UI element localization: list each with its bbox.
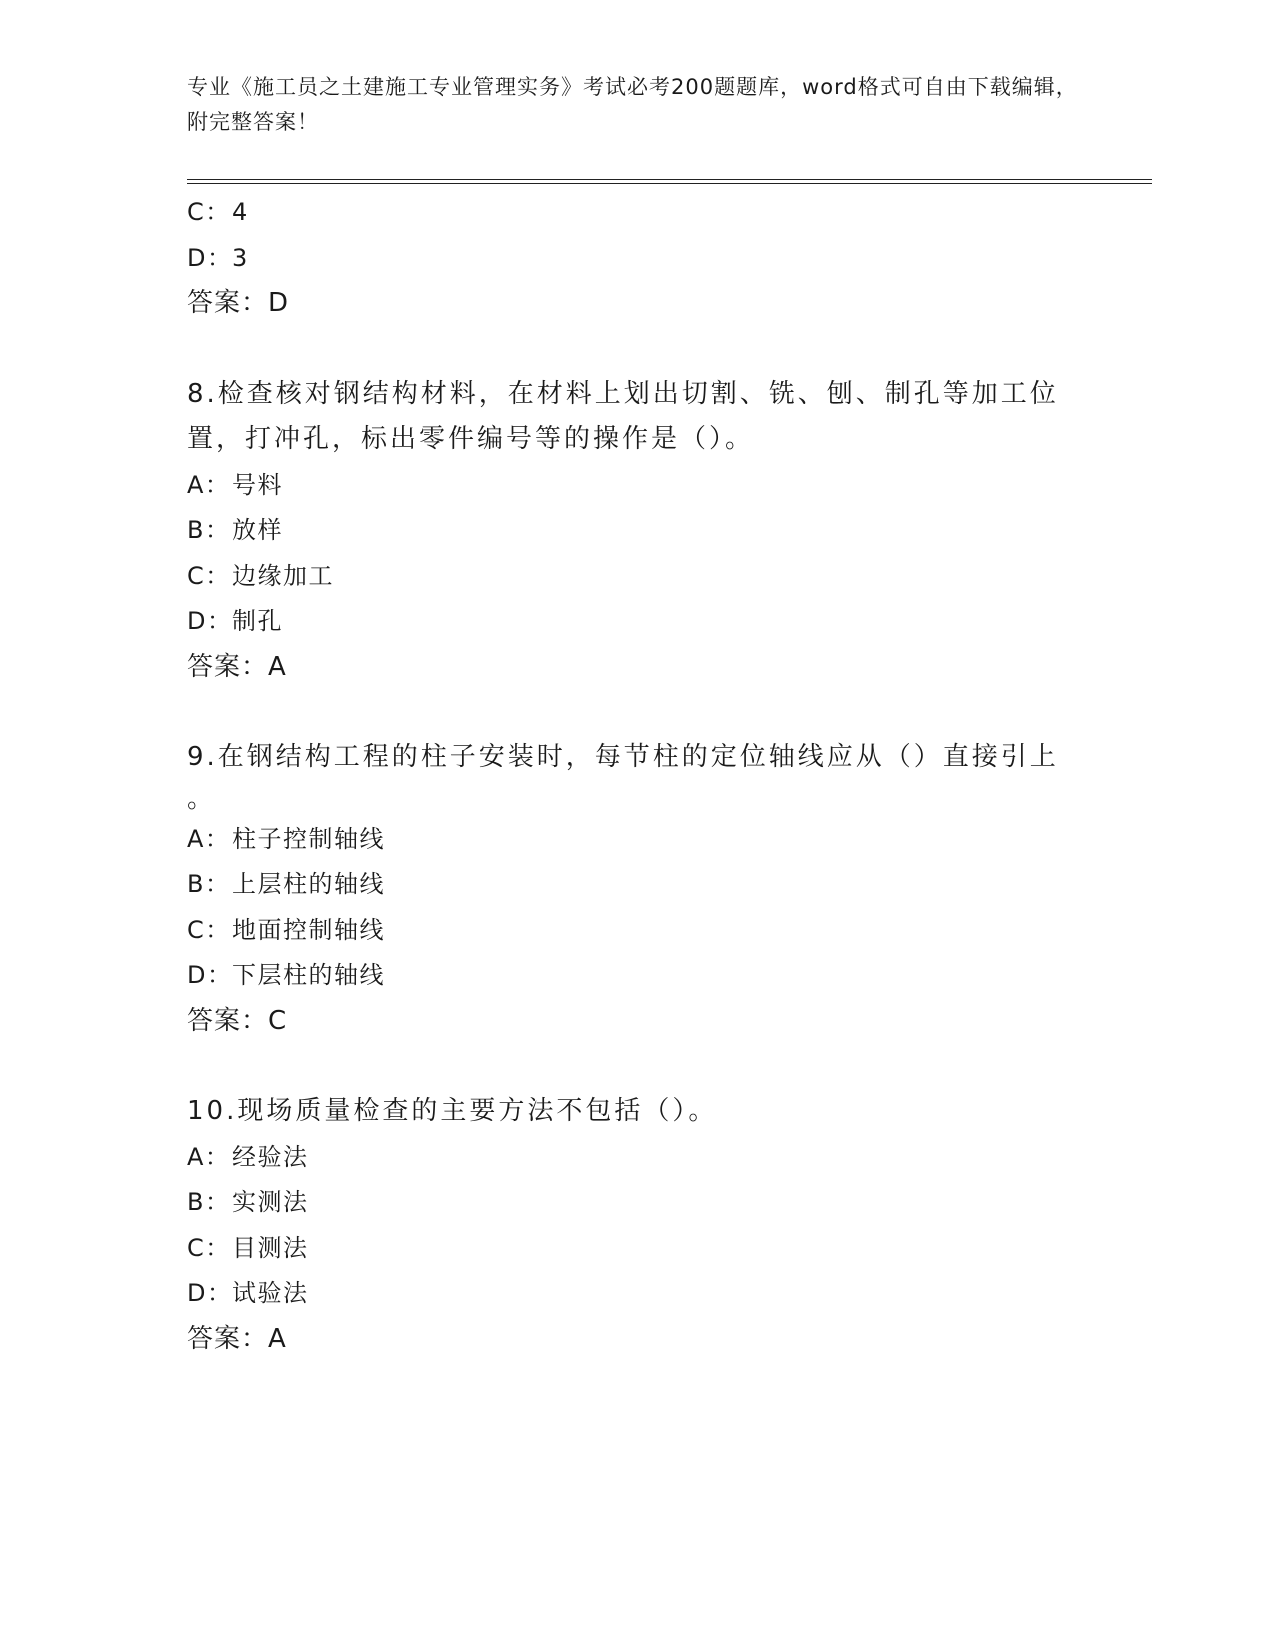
option-d: D：试验法 bbox=[187, 1279, 309, 1307]
option-c: C：4 bbox=[187, 198, 249, 226]
option-b: B：实测法 bbox=[187, 1188, 309, 1216]
option-c: C：边缘加工 bbox=[187, 561, 334, 590]
option-b: B：上层柱的轴线 bbox=[187, 870, 385, 898]
question-text: 10.现场质量检查的主要方法不包括（）。 bbox=[187, 1096, 718, 1126]
header-divider-thick bbox=[187, 179, 1152, 180]
question-text-continuation: 。 bbox=[187, 783, 214, 814]
option-a: A：柱子控制轴线 bbox=[187, 824, 385, 853]
question-8 bbox=[187, 372, 1087, 691]
question-10 bbox=[187, 1089, 1087, 1362]
document-header: 专业《施工员之土建施工专业管理实务》考试必考200题题库，word格式可自由下载编辑，附完整答案！ bbox=[187, 75, 1078, 134]
question-9 bbox=[187, 735, 1087, 1044]
option-b: B：放样 bbox=[187, 516, 283, 544]
option-d: D：制孔 bbox=[187, 607, 283, 635]
question-7-tail bbox=[187, 190, 1087, 327]
question-text: 9.在钢结构工程的柱子安装时，每节柱的定位轴线应从（）直接引上 bbox=[187, 742, 1059, 772]
option-c: C：目测法 bbox=[187, 1233, 309, 1262]
header-divider-thin bbox=[187, 183, 1152, 184]
document-body bbox=[187, 190, 1087, 1362]
answer: 答案：A bbox=[187, 1323, 287, 1354]
answer: 答案：A bbox=[187, 651, 287, 682]
option-d: D：下层柱的轴线 bbox=[187, 961, 385, 989]
question-text: 8.检查核对钢结构材料，在材料上划出切割、铣、刨、制孔等加工位置，打冲孔，标出零件编号等的操作是（）。 bbox=[187, 378, 1059, 454]
answer: 答案：D bbox=[187, 288, 290, 318]
option-a: A：经验法 bbox=[187, 1142, 309, 1171]
option-a: A：号料 bbox=[187, 470, 283, 499]
answer: 答案：C bbox=[187, 1005, 288, 1036]
option-d: D：3 bbox=[187, 243, 249, 272]
option-c: C：地面控制轴线 bbox=[187, 915, 385, 944]
